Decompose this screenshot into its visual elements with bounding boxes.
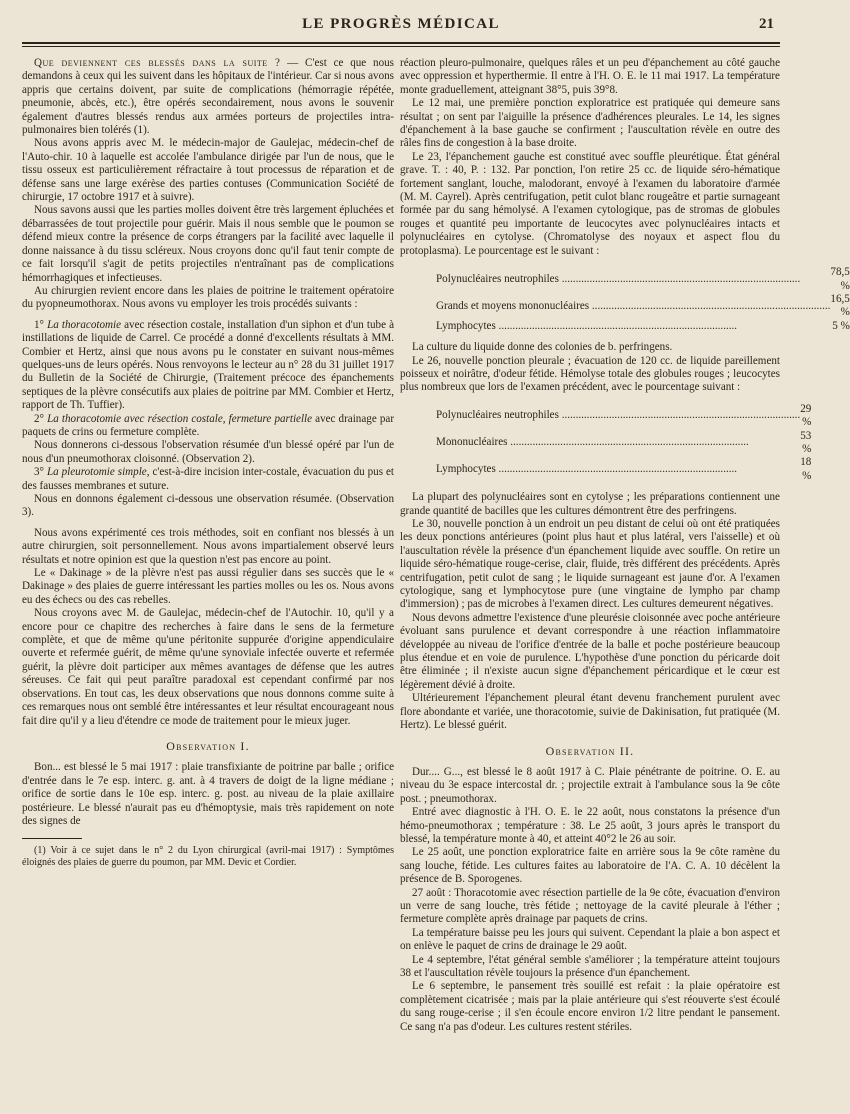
cell-count-table-1 <box>436 266 850 333</box>
procedure-3 <box>22 466 394 493</box>
two-column-body <box>22 57 850 1034</box>
table-row <box>436 403 811 430</box>
observation-1-heading: Observation I. <box>166 738 250 753</box>
procedure-1-title: La thoracotomie <box>47 318 122 331</box>
procedure-1-number: 1° <box>34 318 48 331</box>
cytolysis-paragraph: La plupart des polynucléaires sont en cytolyse ; les préparations contiennent une grande quantité de bacilles que les cultures démontrent être des perfringens. <box>400 491 780 517</box>
footnote-rule <box>22 838 82 839</box>
observation-2-puncture: Le 25 août, une ponction exploratrice faite en arrière sous la 9e côte ramène du sang louche, fétide. Les cultures faites au laboratoire de l'A. C. A. 10 décèlent la présence de B. Sporogenes. <box>400 846 780 886</box>
table-cell-value: 5 % <box>832 319 850 332</box>
table-cell-name: Polynucléaires neutrophiles ..... <box>436 273 830 286</box>
paragraph-gaulejac: Nous avons appris avec M. le médecin-major de Gaulejac, médecin-chef de l'Auto-chir. 10 à laquelle est accolée l'ambulance dirigée par l'un de nous, que le tissu osseux est particulièrement réfractaire à tout processus de réparation et de défense sans une large exérèse des parties contuses (Communication Société de chirurgie, 17 octobre 1917 et à suivre). <box>22 137 394 204</box>
observation-1-day30: Le 30, nouvelle ponction à un endroit un peu distant de celui où ont été pratiquées les deux ponctions antérieures (point plus haut et plus latéral, vers l'aisselle) et où l'auscultation révèle la présence d'un épanchement liquide avec souffle. On retire un liquide séro-hématique rouge-cerise, clair, fluide, très différent des précédents. Après centrifugation, petit culot de sang ; le liquide surnageant est jaune d'or. A l'examen cytologique, sang et lymphocytose pure (une vingtaine de lympho par champ d'immersion) ; pas de microbes à l'examen direct. Les cultures demeurent négatives. <box>400 518 780 611</box>
procedure-2 <box>22 413 394 440</box>
cell-count-table-2 <box>436 403 811 483</box>
table-cell-value: 16,5 % <box>830 292 850 319</box>
procedure-3-number: 3° <box>34 466 47 479</box>
table-row <box>436 320 850 333</box>
pleurisy-paragraph: Nous devons admettre l'existence d'une pleurésie cloisonnée avec poche antérieure évoluant sans purulence et devant correspondre à une réaction inflammatoire développée au niveau de l'orifice d'entrée de la balle et poche postérieure beaucoup plus étendue et en voie de purulence. L'hypothèse d'une ponction du péricarde doit être éliminée ; il n'existe aucun signe d'épanchement péricardique et le cœur est légèrement dévié à droite. <box>400 611 780 691</box>
procedure-2-number: 2° <box>34 412 48 425</box>
table-cell-value: 18 % <box>800 456 812 482</box>
procedure-1 <box>22 319 394 413</box>
observation-2-temperature: La température baisse peu les jours qui suivent. Cependant la plaie a bon aspect et on enlève le paquet de crins de drainage le 29 août. <box>400 926 780 953</box>
table-cell-name: Lymphocytes ..... <box>436 320 830 333</box>
table-cell-name: Mononucléaires ..... <box>436 436 800 449</box>
procedure-2-observation: Nous donnerons ci-dessous l'observation résumée d'un blessé opéré par l'un de nous d'un pneumothorax cloisonné. (Observation 2). <box>22 439 394 465</box>
table-row <box>436 456 811 483</box>
table-row <box>436 293 850 320</box>
observation-1-day23: Le 23, l'épanchement gauche est constitué avec souffle pleurétique. État général grave. T. : 40, P. : 132. Par ponction, l'on retire 25 cc. de liquide séro-hématique fortement sanglant, louche, malodorant, envoyé à l'examen du laboratoire d'armée (M. M. Cayrel). Après centrifugation, petit culot blanc rougeâtre et partie surnageant formée par du sang hémolysé. A l'examen cytologique, pas de stromas de globules rouges et quantité peu importante de leucocytes avec polynucléaires intacts et polynucléaires en cytolyse. (Chromatolyse des noyaux et aspect flou du protoplasma). Le pourcentage est le suivant : <box>400 150 780 257</box>
observation-1-continued: réaction pleuro-pulmonaire, quelques râles et un peu d'épanchement au côté gauche avec oppression et hyperthermie. Il entre à l'H. O. E. le 11 mai 1917. La température monte graduellement, atteignant 38°5, puis 39°8. <box>400 57 780 96</box>
observation-2-intro: Dur.... G..., est blessé le 8 août 1917 à C. Plaie pénétrante de poitrine. O. E. au niveau du 3e espace intercostal dr. ; projectile extrait à l'ambulance sous la 9e côte post. ; pneumothorax. <box>400 765 780 805</box>
procedure-3-observation: Nous en donnons également ci-dessous une observation résumée. (Observation 3). <box>22 493 394 519</box>
paragraph-conclusion: Nous croyons avec M. de Gaulejac, médecin-chef de l'Autochir. 10, qu'il y a encore pour ce chapitre des recherches à faire dans le sens de la fermeture complète, et que de même qu'une péritonite suppurée d'origine appendiculaire ouverte et refermée guérit, de même qu'une synoviale infectée ouverte et refermée guérit, la plèvre doit participer aux mêmes avantages de défense que les autres séreuses. Ce fait qui peut paraître paradoxal est cependant confirmé par nos observations. En tout cas, les deux observations que nous donnons comme suite à ces remarques nous ont semblé être intéressantes et leur résultat encourageant nous fait dire qu'il y a lieu d'étendre ce mode de traitement pour le mieux juger. <box>22 607 394 727</box>
table-cell-name: Grands et moyens mononucléaires ..... <box>436 300 830 313</box>
paragraph-dakinage: Le « Dakinage » de la plèvre n'est pas aussi régulier dans ses succès que le « Dakinage » des plaies de guerre intéressant les parties molles ou les os. Nous avons eu des échecs ou des cas rebelles. <box>22 567 394 606</box>
procedure-3-text: , c'est-à-dire incision inter-costale, évacuation du pus et des fausses membranes et suture. <box>22 466 394 492</box>
intro-paragraph <box>22 57 394 137</box>
paragraph-pyopneumothorax: Au chirurgien revient encore dans les plaies de poitrine le traitement opératoire du pyopneumothorax. Nous avons vu employer les trois procédés suivants : <box>22 284 394 311</box>
paragraph-soft-tissue: Nous savons aussi que les parties molles doivent être très largement épluchées et débarrassées de tout projectile pour guérir. Mais il nous semble que le poumon se défend mieux contre la présence de corps étrangers par la facilité avec laquelle il donne naissance à du tissu scléreux. Nous croyons donc qu'il faut tenir compte de ce fait lorsqu'il s'agit de petits projectiles n'entraînant pas de complications hémorrhagiques et infectieuses. <box>22 204 394 284</box>
intro-text: — C'est ce que nous demandons à ceux qui les suivent dans les hôpitaux de l'intérieur. Car si nous avons appris que certains doivent, par suite de complications (hémorragie répétée, pneumonie, abcès, etc.), être opérés secondairement, nous avons le souvenir également d'autres blessés rendus aux armées porteurs de projectiles intra-pulmonaires bien tolérés (1). <box>22 57 394 137</box>
observation-2-september-6: Le 6 septembre, le pansement très souillé est refait : la plaie opératoire est complètement cicatrisée ; mais par la plaie antérieure qui s'est réouverte s'est écoulé du sang rouge-cerise ; il s'en écoule encore environ 1/2 litre pendant le pansement. Ce sang n'a pas d'odeur. Les cultures restent stériles. <box>400 980 780 1033</box>
table-cell-name: Polynucléaires neutrophiles ..... <box>436 409 800 422</box>
observation-2-september-4: Le 4 septembre, l'état général semble s'améliorer ; la température atteint toujours 38 et l'auscultation révèle toujours la présence d'un épanchement. <box>400 953 780 979</box>
procedure-1-text: avec résection costale, installation d'un siphon et d'un tube à instillations de liquide de Carrel. Ce procédé a donné d'excellents résultats à MM. Combier et Hertz, ainsi que nous avons pu le constater en suivant nous-mêmes quelques-uns de leurs opérés. Nous renvoyons le lecteur au n° 28 du 31 juillet 1917 du Bulletin de la Société de Chirurgie, (Traitement précoce des épanchements septiques de la plèvre consécutifs aux plaies de poitrine par MM. Combier et Hertz, rapport de Th. Tuffier). <box>22 318 394 412</box>
observation-2-thoracotomy: 27 août : Thoracotomie avec résection partielle de la 9e côte, évacuation d'environ un verre de sang louche, très fétide ; nettoyage de la cavité pleurale à l'éther ; fermeture complète après drainage par paquets de crins. <box>400 886 780 926</box>
table-cell-value: 53 % <box>800 429 812 455</box>
outcome-paragraph: Ultérieurement l'épanchement pleural étant devenu franchement purulent avec flore abondante et variée, une thoracotomie, suivie de Dakinisation, fut pratiquée (M. Hertz). Le blessé guérit. <box>400 692 780 732</box>
observation-1-day26: Le 26, nouvelle ponction pleurale ; évacuation de 120 cc. de liquide pareillement poisseux et noirâtre, d'odeur fétide. Hémolyse totale des globules rouges ; leucocytes plus nombreux que lors de l'examen précédent, avec le pourcentage suivant : <box>400 354 780 394</box>
observation-1-paragraph: Bon... est blessé le 5 mai 1917 : plaie transfixiante de poitrine par balle ; orifice d'entrée dans le 7e esp. interc. g. ant. à 4 travers de doigt de la ligne médiane ; orifice de sortie dans le 10e esp. interc. g. post. au niveau de la plaie axillaire postérieure. Le blessé n'aurait pas eu d'hémoptysie, mais très rapidement on note des signes de <box>22 761 394 827</box>
footnote: (1) Voir à ce sujet dans le n° 2 du Lyon chirurgical (avril-mai 1917) : Symptômes éloignés des plaies de guerre du poumon, par MM. Devic et Cordier. <box>22 845 394 869</box>
page-header <box>22 14 780 36</box>
intro-lead: Que deviennent ces blessés dans la suite ? <box>34 57 281 69</box>
table-row <box>436 430 811 457</box>
running-title: LE PROGRÈS MÉDICAL <box>302 16 500 32</box>
table-cell-name: Lymphocytes ..... <box>436 463 800 476</box>
procedure-2-title: La thoracotomie avec résection costale, fermeture partielle <box>47 412 313 425</box>
observation-2-admission: Entré avec diagnostic à l'H. O. E. le 22 août, nous constatons la présence d'un hémo-pneumothorax ; température : 38. Le 25 août, 3 jours après le transport du blessé, la température monte à 40, et atteint 40°2 le 26 au soir. <box>400 806 780 845</box>
page-number: 21 <box>759 16 774 32</box>
left-column <box>22 57 394 1034</box>
culture-result: La culture du liquide donne des colonies de b. perfringens. <box>412 341 673 354</box>
procedure-2-text: avec drainage par paquets de crins ou fermeture complète. <box>22 412 395 438</box>
right-column <box>400 57 850 1034</box>
header-rule <box>22 42 780 47</box>
table-cell-value: 78,5 % <box>830 266 850 292</box>
observation-1-day12: Le 12 mai, une première ponction exploratrice est pratiquée qui demeure sans résultat ; on sent par l'aiguille la présence d'adhérences pleurales. Le 14, les signes d'épanchement à la base gauche se confirment ; l'auscultation révèle en outre des râles fins de congestion à la base droite. <box>400 97 780 150</box>
paragraph-methods: Nous avons expérimenté ces trois méthodes, soit en confiant nos blessés à un autre chirurgien, soit personnellement. Nous avons impartialement observé leurs résultats et notre opinion est que la question n'est pas encore au point. <box>22 526 394 566</box>
observation-2-heading: Observation II. <box>545 743 635 758</box>
procedure-3-title: La pleurotomie simple <box>46 466 147 479</box>
table-cell-value: 29 % <box>800 402 812 429</box>
table-row <box>436 266 850 293</box>
